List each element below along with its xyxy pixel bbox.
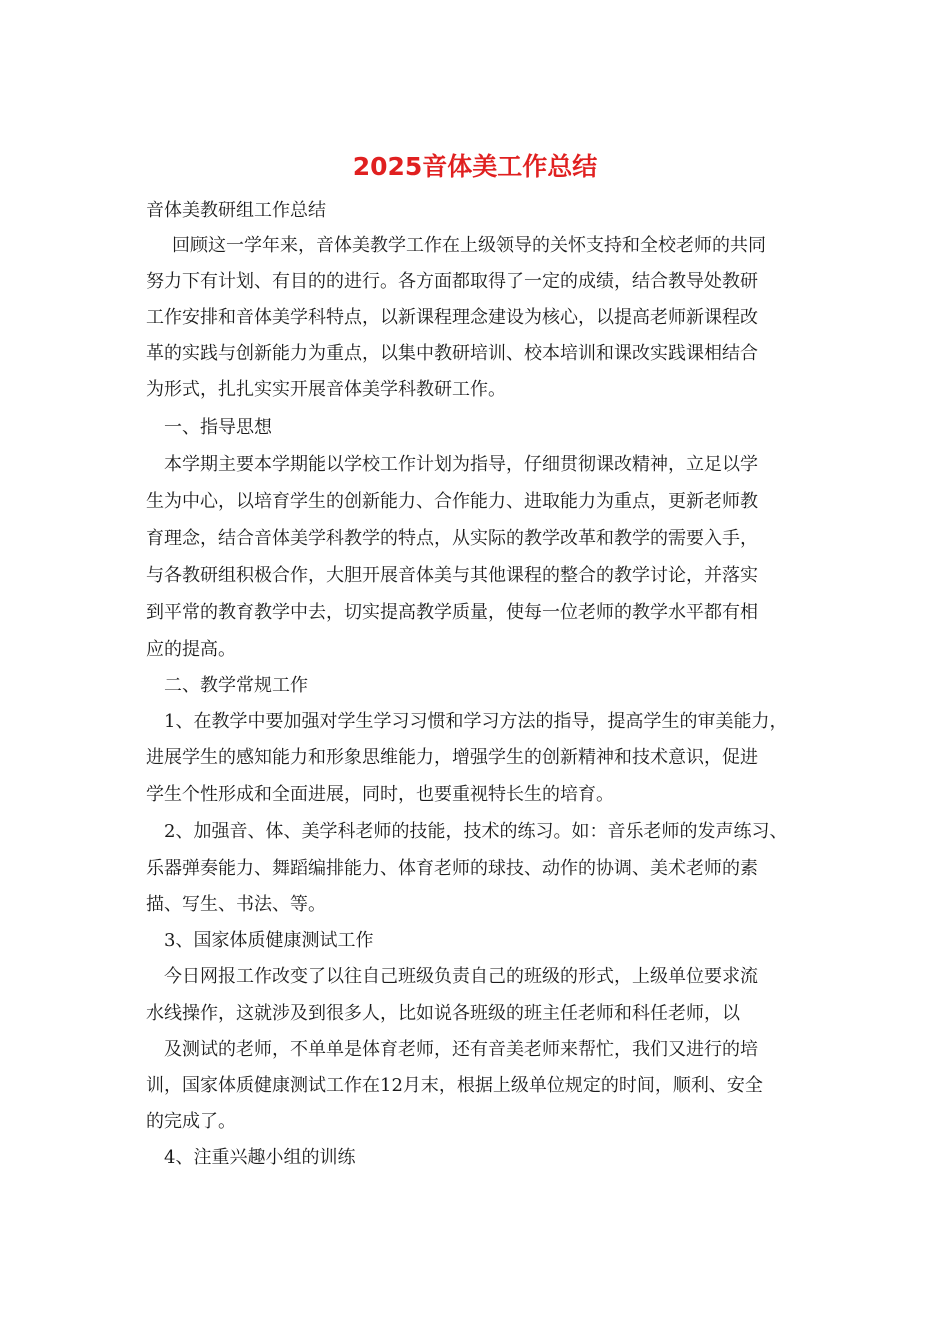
- subtitle: 音体美教研组工作总结: [146, 200, 326, 221]
- paragraph-line: 乐器弹奏能力、舞蹈编排能力、体育老师的球技、动作的协调、美术老师的素: [146, 858, 758, 879]
- document-title: 2025音体美工作总结: [352, 152, 598, 181]
- paragraph-line: 及测试的老师，不单单是体育老师，还有音美老师来帮忙，我们又进行的培: [164, 1039, 758, 1060]
- paragraph-line: 努力下有计划、有目的的进行。各方面都取得了一定的成绩，结合教导处教研: [146, 271, 758, 292]
- paragraph-line: 工作安排和音体美学科特点，以新课程理念建设为核心，以提高老师新课程改: [146, 307, 758, 328]
- paragraph-line: 回顾这一学年来，音体美教学工作在上级领导的关怀支持和全校老师的共同: [172, 235, 766, 256]
- paragraph-line: 应的提高。: [146, 639, 236, 660]
- paragraph-line: 为形式，扎扎实实开展音体美学科教研工作。: [146, 379, 506, 400]
- paragraph-line: 水线操作，这就涉及到很多人，比如说各班级的班主任老师和科任老师，以: [146, 1003, 740, 1024]
- paragraph-line: 到平常的教育教学中去，切实提高教学质量，使每一位老师的教学水平都有相: [146, 602, 758, 623]
- paragraph-line: 描、写生、书法、等。: [146, 894, 326, 915]
- paragraph-line: 的完成了。: [146, 1111, 236, 1132]
- section-heading: 一、指导思想: [164, 417, 272, 438]
- subsection-heading: 3、国家体质健康测试工作: [164, 930, 374, 951]
- paragraph-line: 革的实践与创新能力为重点，以集中教研培训、校本培训和课改实践课相结合: [146, 343, 758, 364]
- paragraph-line: 生为中心，以培育学生的创新能力、合作能力、进取能力为重点，更新老师教: [146, 491, 758, 512]
- section-heading: 二、教学常规工作: [164, 675, 308, 696]
- paragraph-line: 1、在教学中要加强对学生学习习惯和学习方法的指导，提高学生的审美能力，: [164, 711, 788, 732]
- paragraph-line: 训，国家体质健康测试工作在12月末，根据上级单位规定的时间，顺利、安全: [146, 1075, 763, 1096]
- paragraph-line: 育理念，结合音体美学科教学的特点，从实际的教学改革和教学的需要入手，: [146, 528, 758, 549]
- paragraph-line: 2、加强音、体、美学科老师的技能，技术的练习。如：音乐老师的发声练习、: [164, 821, 788, 842]
- paragraph-line: 今日网报工作改变了以往自己班级负责自己的班级的形式，上级单位要求流: [164, 966, 758, 987]
- subsection-heading: 4、注重兴趣小组的训练: [164, 1147, 356, 1168]
- paragraph-line: 本学期主要本学期能以学校工作计划为指导，仔细贯彻课改精神，立足以学: [164, 454, 758, 475]
- paragraph-line: 进展学生的感知能力和形象思维能力，增强学生的创新精神和技术意识，促进: [146, 747, 758, 768]
- paragraph-line: 与各教研组积极合作，大胆开展音体美与其他课程的整合的教学讨论，并落实: [146, 565, 758, 586]
- paragraph-line: 学生个性形成和全面进展，同时，也要重视特长生的培育。: [146, 784, 614, 805]
